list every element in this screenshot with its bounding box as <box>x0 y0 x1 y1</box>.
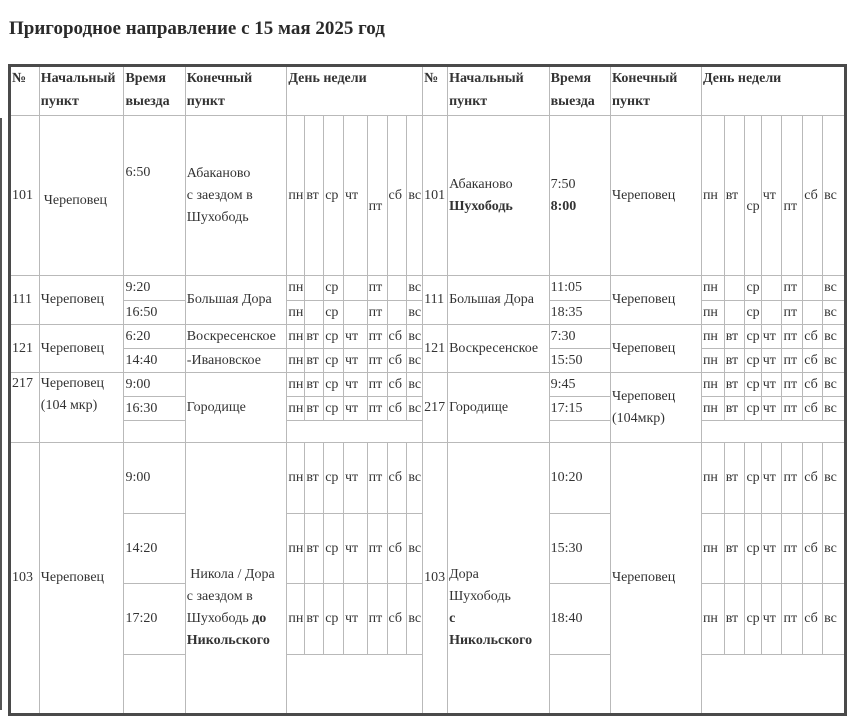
departure-time-return: 9:45 <box>549 373 610 397</box>
start-line: (104 мкр) <box>40 398 98 413</box>
day-cell: вт <box>724 443 745 514</box>
day-cell: ср <box>324 276 344 301</box>
time-line: 8:00 <box>550 198 577 214</box>
day-cell: вт <box>724 325 745 349</box>
departure-time-return: 15:30 <box>549 514 610 584</box>
day-cell: сб <box>803 349 823 373</box>
end-line: (104мкр) <box>611 410 665 426</box>
day-cell: чт <box>344 325 368 349</box>
day-cell <box>701 655 845 715</box>
day-cell <box>287 655 423 715</box>
end-line: с заездом в <box>186 187 253 203</box>
start-point-return: Городище <box>448 373 550 443</box>
day-cell: чт <box>344 443 368 514</box>
day-cell: пт <box>782 443 803 514</box>
day-cell: сб <box>387 116 407 276</box>
day-cell: вс <box>407 325 423 349</box>
day-cell: ср <box>745 373 761 397</box>
day-cell <box>761 301 782 325</box>
day-cell: пт <box>367 276 387 301</box>
day-cell: вт <box>305 325 324 349</box>
day-cell: сб <box>387 584 407 655</box>
day-cell: чт <box>344 514 368 584</box>
day-cell: пн <box>701 276 724 301</box>
day-cell: чт <box>761 397 782 421</box>
day-cell: вт <box>724 349 745 373</box>
day-cell: пт <box>782 397 803 421</box>
day-cell: вс <box>823 349 846 373</box>
day-cell: вт <box>305 349 324 373</box>
header-depart-return: Время выезда <box>549 66 610 116</box>
day-cell: вт <box>724 116 745 276</box>
start-line: с <box>449 611 456 626</box>
day-cell <box>387 301 407 325</box>
start-line: Шухободь <box>449 198 513 214</box>
departure-time <box>124 421 185 443</box>
day-cell: пн <box>287 349 305 373</box>
day-cell <box>305 301 324 325</box>
day-cell <box>761 276 782 301</box>
end-point-return: Череповец <box>610 276 701 325</box>
table-row <box>10 443 846 514</box>
header-days: День недели <box>287 66 423 116</box>
end-line: Абаканово <box>186 165 251 181</box>
table-row <box>10 276 846 301</box>
day-cell: вс <box>823 443 846 514</box>
route-number-return: 217 <box>423 373 448 443</box>
day-cell: пн <box>701 584 724 655</box>
day-cell: сб <box>387 397 407 421</box>
day-cell: сб <box>803 443 823 514</box>
end-line: Череповец <box>611 388 676 404</box>
day-cell: пн <box>287 397 305 421</box>
departure-time: 16:50 <box>124 301 185 325</box>
start-line: Абаканово <box>449 176 513 192</box>
route-number: 101 <box>10 116 40 276</box>
departure-time-return: 7:30 <box>549 325 610 349</box>
departure-time-return <box>549 116 610 276</box>
day-cell <box>344 276 368 301</box>
day-cell: чт <box>761 584 782 655</box>
day-cell: ср <box>324 116 344 276</box>
day-cell: пн <box>701 325 724 349</box>
day-cell: пт <box>367 443 387 514</box>
day-cell: сб <box>387 514 407 584</box>
day-cell <box>724 301 745 325</box>
end-line-text: Шухободь <box>186 611 249 626</box>
departure-time-return: 15:50 <box>549 349 610 373</box>
start-line: Дора <box>449 567 479 582</box>
end-line-text: Никола / Дора <box>190 567 275 582</box>
start-line: Никольского <box>449 633 533 648</box>
departure-time-return: 10:20 <box>549 443 610 514</box>
departure-time: 9:00 <box>124 373 185 397</box>
start-line: Шухободь <box>449 589 511 604</box>
day-cell <box>287 421 423 443</box>
day-cell: пт <box>367 584 387 655</box>
day-cell: вс <box>823 276 846 301</box>
start-point <box>39 373 124 443</box>
route-number-return: 111 <box>423 276 448 325</box>
day-cell: вс <box>407 116 423 276</box>
day-cell <box>803 301 823 325</box>
day-cell: вс <box>407 373 423 397</box>
header-end-return: Конечный пункт <box>610 66 701 116</box>
day-cell: ср <box>745 301 761 325</box>
day-cell: сб <box>803 514 823 584</box>
day-cell: вс <box>823 397 846 421</box>
day-cell: вс <box>407 276 423 301</box>
departure-time-return: 11:05 <box>549 276 610 301</box>
day-cell: ср <box>324 397 344 421</box>
start-line: Череповец <box>40 376 105 391</box>
day-cell: пт <box>367 514 387 584</box>
day-cell: пт <box>782 116 803 276</box>
departure-time-return: 18:35 <box>549 301 610 325</box>
day-cell: вт <box>724 373 745 397</box>
departure-time: 6:20 <box>124 325 185 349</box>
header-start: Начальный пункт <box>39 66 124 116</box>
end-line: Шухободь <box>186 209 249 225</box>
route-number: 103 <box>10 443 40 715</box>
route-number-return: 103 <box>423 443 448 715</box>
day-cell: ср <box>745 276 761 301</box>
day-cell <box>701 421 845 443</box>
day-cell: пт <box>782 276 803 301</box>
day-cell: пт <box>782 349 803 373</box>
schedule-table <box>8 64 847 716</box>
day-cell: пт <box>367 325 387 349</box>
day-cell: ср <box>745 349 761 373</box>
day-cell: пн <box>287 276 305 301</box>
day-cell: вс <box>823 373 846 397</box>
route-number-return: 101 <box>423 116 448 276</box>
day-cell: вс <box>407 349 423 373</box>
end-line-text: до <box>252 611 267 626</box>
day-cell: пт <box>782 514 803 584</box>
day-cell: чт <box>761 325 782 349</box>
day-cell <box>344 301 368 325</box>
start-point-return <box>448 116 550 276</box>
day-cell: чт <box>761 373 782 397</box>
day-cell: сб <box>387 325 407 349</box>
end-point <box>185 116 287 276</box>
end-line <box>187 564 286 586</box>
day-cell: пн <box>701 373 724 397</box>
day-cell: ср <box>745 325 761 349</box>
day-cell: пн <box>701 116 724 276</box>
left-border <box>0 118 2 710</box>
day-cell: сб <box>803 397 823 421</box>
day-cell: сб <box>387 443 407 514</box>
day-cell: чт <box>344 349 368 373</box>
day-cell: ср <box>324 443 344 514</box>
day-cell: пт <box>782 325 803 349</box>
day-cell <box>724 276 745 301</box>
header-days-return: День недели <box>701 66 845 116</box>
day-cell: ср <box>324 584 344 655</box>
day-cell: чт <box>761 116 782 276</box>
end-line <box>187 608 286 630</box>
day-cell: ср <box>745 397 761 421</box>
day-cell <box>803 276 823 301</box>
day-cell: вт <box>724 514 745 584</box>
day-cell: сб <box>387 373 407 397</box>
table-row <box>10 325 846 349</box>
day-cell: пн <box>287 584 305 655</box>
start-point: Череповец <box>39 325 124 373</box>
start-point: Череповец <box>39 443 124 715</box>
day-cell: вт <box>305 397 324 421</box>
day-cell: ср <box>745 584 761 655</box>
day-cell: пн <box>701 397 724 421</box>
start-point: Череповец <box>39 116 124 276</box>
day-cell: ср <box>324 373 344 397</box>
day-cell: пт <box>782 373 803 397</box>
day-cell: сб <box>803 584 823 655</box>
departure-time: 14:20 <box>124 514 185 584</box>
departure-time: 17:20 <box>124 584 185 655</box>
header-end: Конечный пункт <box>185 66 287 116</box>
departure-time-return <box>549 421 610 443</box>
end-point <box>185 443 287 715</box>
day-cell: ср <box>324 349 344 373</box>
day-cell: пн <box>287 443 305 514</box>
departure-time-return: 17:15 <box>549 397 610 421</box>
day-cell: пт <box>782 584 803 655</box>
day-cell: вс <box>823 301 846 325</box>
start-point: Череповец <box>39 276 124 325</box>
day-cell: ср <box>745 514 761 584</box>
end-line: с заездом в <box>186 589 253 604</box>
day-cell: чт <box>761 443 782 514</box>
route-number-return: 121 <box>423 325 448 373</box>
day-cell: пн <box>701 514 724 584</box>
day-cell: ср <box>324 325 344 349</box>
day-cell: пн <box>287 301 305 325</box>
departure-time: 14:40 <box>124 349 185 373</box>
day-cell: вс <box>407 584 423 655</box>
end-point: Большая Дора <box>185 276 287 325</box>
day-cell: пн <box>701 349 724 373</box>
end-point-return: Череповец <box>610 443 701 715</box>
day-cell: вс <box>407 397 423 421</box>
day-cell: вс <box>407 443 423 514</box>
end-point-return: Череповец <box>610 325 701 373</box>
header-num: № <box>10 66 40 116</box>
departure-time-return: 18:40 <box>549 584 610 655</box>
day-cell: вс <box>823 584 846 655</box>
header-depart: Время выезда <box>124 66 185 116</box>
day-cell: чт <box>344 397 368 421</box>
day-cell: вс <box>823 325 846 349</box>
start-point-return <box>448 443 550 715</box>
day-cell: чт <box>344 584 368 655</box>
day-cell: пт <box>367 397 387 421</box>
day-cell: вт <box>305 373 324 397</box>
table-row <box>10 373 846 397</box>
day-cell: пн <box>287 116 305 276</box>
day-cell: сб <box>803 325 823 349</box>
day-cell: пт <box>367 116 387 276</box>
day-cell: пт <box>367 373 387 397</box>
day-cell: вт <box>724 397 745 421</box>
start-point-return: Воскресенское <box>448 325 550 373</box>
day-cell: чт <box>344 116 368 276</box>
day-cell: пт <box>782 301 803 325</box>
day-cell: пн <box>287 373 305 397</box>
day-cell: ср <box>745 116 761 276</box>
day-cell: пн <box>701 443 724 514</box>
day-cell: ср <box>324 514 344 584</box>
day-cell: пт <box>367 349 387 373</box>
header-start-return: Начальный пункт <box>448 66 550 116</box>
day-cell: вс <box>407 301 423 325</box>
day-cell: сб <box>803 373 823 397</box>
header-num-return: № <box>423 66 448 116</box>
header-row <box>10 66 846 116</box>
day-cell: вт <box>724 584 745 655</box>
day-cell: вт <box>305 514 324 584</box>
departure-time <box>124 655 185 715</box>
day-cell: вс <box>823 514 846 584</box>
day-cell: чт <box>761 514 782 584</box>
day-cell: чт <box>344 373 368 397</box>
end-point: Воскресенское <box>185 325 287 349</box>
end-point: -Ивановское <box>185 349 287 373</box>
day-cell: сб <box>803 116 823 276</box>
day-cell: пн <box>287 325 305 349</box>
table-row <box>10 116 846 276</box>
departure-time: 9:00 <box>124 443 185 514</box>
day-cell: вс <box>823 116 846 276</box>
day-cell: вт <box>305 116 324 276</box>
day-cell: пт <box>367 301 387 325</box>
day-cell: пн <box>287 514 305 584</box>
start-point-return: Большая Дора <box>448 276 550 325</box>
page-title: Пригородное направление с 15 мая 2025 год <box>9 18 385 39</box>
end-point-return: Череповец <box>610 116 701 276</box>
route-number: 111 <box>10 276 40 325</box>
day-cell: пн <box>701 301 724 325</box>
day-cell: вт <box>305 584 324 655</box>
day-cell: чт <box>761 349 782 373</box>
departure-time: 6:50 <box>124 116 185 276</box>
day-cell: ср <box>324 301 344 325</box>
route-number: 217 <box>10 373 40 443</box>
departure-time: 16:30 <box>124 397 185 421</box>
end-line: Никольского <box>186 633 270 648</box>
day-cell <box>305 276 324 301</box>
end-point-return <box>610 373 701 443</box>
day-cell <box>387 276 407 301</box>
day-cell: ср <box>745 443 761 514</box>
day-cell: вт <box>305 443 324 514</box>
time-line: 7:50 <box>550 176 576 192</box>
departure-time-return <box>549 655 610 715</box>
departure-time: 9:20 <box>124 276 185 301</box>
day-cell: сб <box>387 349 407 373</box>
route-number: 121 <box>10 325 40 373</box>
day-cell: вс <box>407 514 423 584</box>
end-point: Городище <box>185 373 287 443</box>
